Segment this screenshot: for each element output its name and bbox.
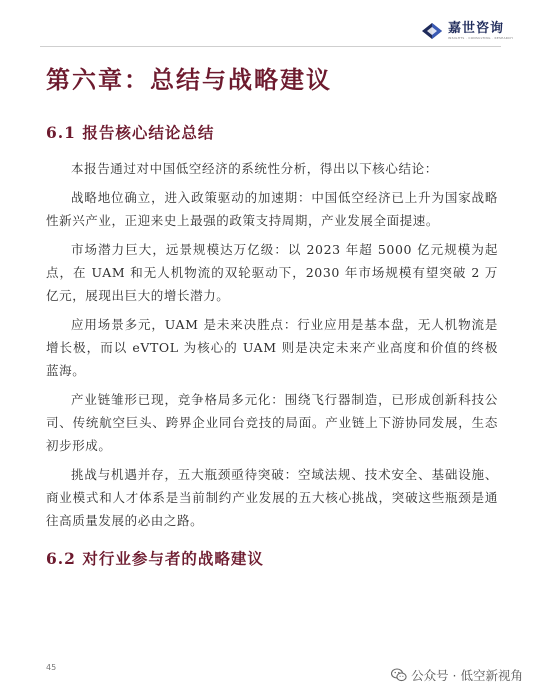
section-title-summary: 6.1 报告核心结论总结 (46, 123, 215, 142)
header-divider (40, 46, 501, 47)
chapter-title: 第六章：总结与战略建议 (46, 65, 332, 94)
page-number: 45 (46, 663, 57, 672)
logo-mark-icon (421, 22, 443, 40)
summary-body (46, 157, 498, 538)
company-logo (421, 22, 513, 40)
paragraph-conclusion-5: 挑战与机遇并存，五大瓶颈亟待突破：空域法规、技术安全、基础设施、商业模式和人才体系是当前制约产业发展的五大核心挑战，突破这些瓶颈是通往高质量发展的必由之路。 (46, 467, 498, 528)
wechat-watermark (391, 666, 523, 684)
logo-name: 嘉世咨询 (447, 21, 504, 36)
paragraph-conclusion-3: 应用场景多元，UAM 是未来决胜点：行业应用是基本盘，无人机物流是增长极，而以 eVTOL 为核心的 UAM 则是决定未来产业高度和价值的终极蓝海。 (46, 317, 498, 378)
wechat-icon (391, 668, 407, 682)
logo-tagline: INSIGHTS · CONSULTING · RESEARCH (447, 36, 513, 40)
section-title-recommendations: 6.2 对行业参与者的战略建议 (46, 549, 264, 568)
paragraph-conclusion-4: 产业链雏形已现，竞争格局多元化：围绕飞行器制造，已形成创新科技公司、传统航空巨头、跨界企业同台竞技的局面。产业链上下游协同发展，生态初步形成。 (46, 392, 498, 453)
paragraph-intro: 本报告通过对中国低空经济的系统性分析，得出以下核心结论： (71, 161, 438, 176)
paragraph-conclusion-2: 市场潜力巨大，远景规模达万亿级：以 2023 年超 5000 亿元规模为起点，在 UAM 和无人机物流的双轮驱动下，2030 年市场规模有望突破 2 万亿元，展现出巨大的增长潜力。 (46, 242, 498, 303)
watermark-text: 公众号 · 低空新视角 (411, 668, 523, 683)
paragraph-conclusion-1: 战略地位确立，进入政策驱动的加速期：中国低空经济已上升为国家战略性新兴产业，正迎来史上最强的政策支持周期，产业发展全面提速。 (46, 190, 498, 228)
